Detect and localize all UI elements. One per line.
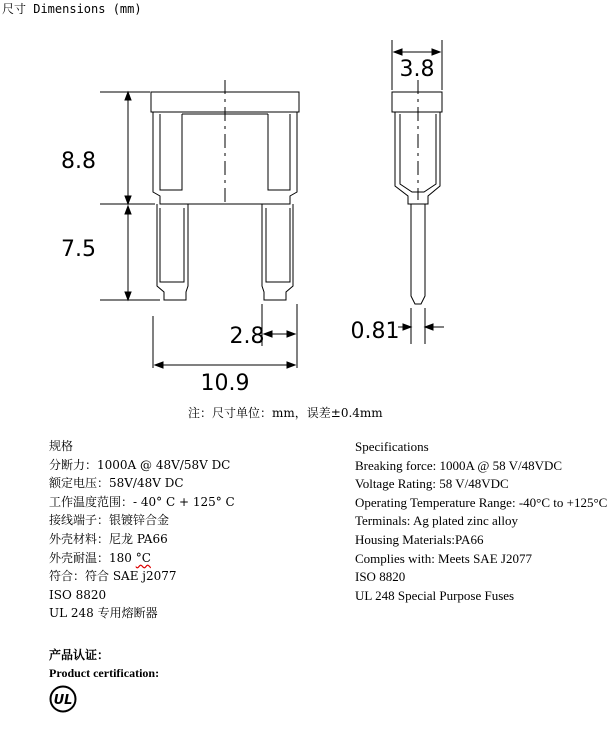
certification-label-cn: 产品认证： <box>49 648 110 662</box>
page-title: 尺寸 Dimensions (mm) <box>2 2 142 16</box>
spec-cn-iso: ISO 8820 <box>49 587 107 602</box>
side-blade <box>411 204 425 304</box>
spec-en-breaking: Breaking force: 1000A @ 58 V/48VDC <box>355 457 563 473</box>
spec-english <box>355 438 607 605</box>
spec-en-temperature: Operating Temperature Range: -40°C to +125°C <box>355 494 608 510</box>
spec-en-ul: UL 248 Special Purpose Fuses <box>355 587 515 603</box>
spec-en-heading: Specifications <box>355 439 429 454</box>
dim-0-81: 0.81 <box>350 319 400 344</box>
spec-cn-heading: 规格 <box>49 439 74 453</box>
spec-cn-terminal: 接线端子：银镀锌合金 <box>49 513 170 528</box>
dim-7-5: 7.5 <box>61 237 96 262</box>
dim-2-8: 2.8 <box>229 324 265 349</box>
spec-en-housing: Housing Materials:PA66 <box>355 531 484 547</box>
spec-cn-heat-unit: °C <box>135 550 151 565</box>
spec-cn-comply: 符合：符合 SAE j2077 <box>49 569 177 584</box>
left-blade <box>157 204 188 300</box>
spec-cn-heat <box>49 549 235 568</box>
spec-en-terminal: Terminals: Ag plated zinc alloy <box>355 513 518 529</box>
certification-label-en: Product certification: <box>49 666 160 680</box>
spec-en-voltage: Voltage Rating: 58 V/48VDC <box>355 476 509 492</box>
side-top-cap <box>392 92 442 112</box>
spec-chinese <box>49 437 235 623</box>
spec-en-comply: Complies with: Meets SAE J2077 <box>355 550 532 566</box>
spec-cn-temperature: 工作温度范围：- 40° C + 125° C <box>49 494 235 509</box>
ul-logo-icon <box>49 685 77 713</box>
spec-cn-voltage: 额定电压：58V/48V DC <box>49 476 184 491</box>
right-blade <box>262 204 293 300</box>
spec-cn-heat-prefix: 外壳耐温：180 <box>49 550 136 565</box>
tolerance-note: 注：尺寸单位：mm，误差±0.4mm <box>188 406 383 420</box>
spec-en-iso: ISO 8820 <box>355 569 406 585</box>
spec-cn-housing: 外壳材料：尼龙 PA66 <box>49 531 168 546</box>
spec-cn-ul: UL 248 专用熔断器 <box>49 606 158 621</box>
dim-3-8: 3.8 <box>399 57 435 82</box>
dim-10-9: 10.9 <box>200 371 250 396</box>
dim-8-8: 8.8 <box>61 149 96 174</box>
spec-cn-breaking: 分断力：1000A @ 48V/58V DC <box>49 457 231 472</box>
ul-logo-text: UL <box>53 693 73 708</box>
